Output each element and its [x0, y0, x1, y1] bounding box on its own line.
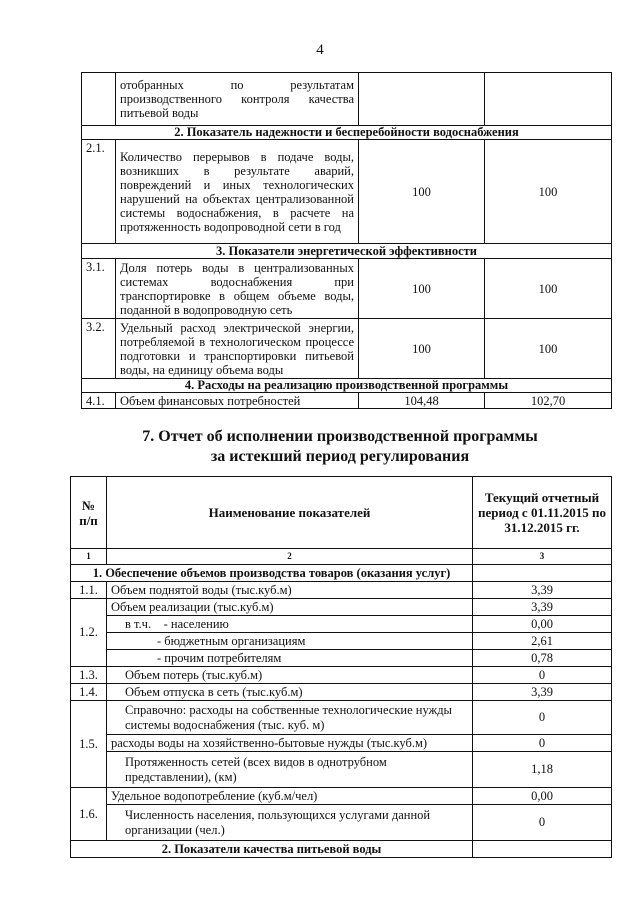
row-value-1: 100	[359, 319, 485, 379]
row-description: - прочим потребителям	[107, 650, 473, 667]
row-number: 2.1.	[82, 140, 116, 244]
row-description: Объем поднятой воды (тыс.куб.м)	[107, 582, 473, 599]
index-cell: 2	[107, 549, 473, 565]
section-title: 1. Обеспечение объемов производства товаров (оказания услуг)	[71, 565, 473, 582]
row-value: 3,39	[473, 599, 612, 616]
index-row	[71, 549, 612, 565]
row-value-1: 100	[359, 259, 485, 319]
row-value: 0	[473, 667, 612, 684]
table-row	[82, 319, 612, 379]
row-description: - бюджетным организациям	[107, 633, 473, 650]
row-number: 1.6.	[71, 788, 107, 841]
row-description: Удельное водопотребление (куб.м/чел)	[107, 788, 473, 805]
row-value-1	[359, 73, 485, 126]
row-description: в т.ч. - населению	[107, 616, 473, 633]
row-number: 1.2.	[71, 599, 107, 667]
table-row	[71, 616, 612, 633]
header-name: Наименование показателей	[107, 477, 473, 549]
header-period: Текущий отчетный период с 01.11.2015 по 31.12.2015 гг.	[473, 477, 612, 549]
row-description: отобранных по результатам производственного контроля качества питьевой воды	[116, 73, 359, 126]
header-row	[71, 477, 612, 549]
table-row	[82, 393, 612, 409]
row-value-1: 100	[359, 140, 485, 244]
section-title: 3. Показатели энергетической эффективности	[82, 244, 612, 259]
row-value-2: 100	[485, 140, 612, 244]
table-row	[71, 752, 612, 788]
section-title: 2. Показатели качества питьевой воды	[71, 841, 473, 858]
section-row	[82, 126, 612, 140]
table-row	[71, 684, 612, 701]
row-value-2	[485, 73, 612, 126]
table-row	[71, 599, 612, 616]
header-number: № п/п	[71, 477, 107, 549]
section-title: 2. Показатель надежности и бесперебойности водоснабжения	[82, 126, 612, 140]
row-number: 1.1.	[71, 582, 107, 599]
index-cell: 1	[71, 549, 107, 565]
row-value-1: 104,48	[359, 393, 485, 409]
row-description: Объем финансовых потребностей	[116, 393, 359, 409]
row-description: Численность населения, пользующихся услугами данной организации (чел.)	[107, 805, 473, 841]
section-row	[82, 244, 612, 259]
heading-line-1: 7. Отчет об исполнении производственной программы	[142, 428, 538, 445]
section-row	[71, 841, 612, 858]
section-heading	[0, 427, 640, 467]
section-title: 4. Расходы на реализацию производственной программы	[82, 379, 612, 393]
row-number: 3.1.	[82, 259, 116, 319]
table-row	[71, 735, 612, 752]
table-row	[71, 582, 612, 599]
row-description: Объем отпуска в сеть (тыс.куб.м)	[107, 684, 473, 701]
table-row	[82, 73, 612, 126]
row-value: 3,39	[473, 582, 612, 599]
row-description: расходы воды на хозяйственно-бытовые нужды (тыс.куб.м)	[107, 735, 473, 752]
row-description: Объем реализации (тыс.куб.м)	[107, 599, 473, 616]
report-table	[70, 476, 612, 858]
row-value: 0	[473, 701, 612, 735]
row-value: 0	[473, 805, 612, 841]
empty-cell	[473, 841, 612, 858]
table-row	[71, 633, 612, 650]
section-row	[71, 565, 612, 582]
row-number: 3.2.	[82, 319, 116, 379]
heading-line-2: за истекший период регулирования	[210, 448, 470, 465]
row-value: 1,18	[473, 752, 612, 788]
row-description: Протяженность сетей (всех видов в однотрубном представлении), (км)	[107, 752, 473, 788]
row-value: 2,61	[473, 633, 612, 650]
table-row	[71, 650, 612, 667]
table-row	[82, 259, 612, 319]
row-number: 1.3.	[71, 667, 107, 684]
index-cell: 3	[473, 549, 612, 565]
row-value-2: 100	[485, 319, 612, 379]
table-row	[71, 788, 612, 805]
page-number: 4	[316, 42, 324, 58]
row-number: 1.5.	[71, 701, 107, 788]
empty-cell	[473, 565, 612, 582]
row-value: 0,00	[473, 616, 612, 633]
section-row	[82, 379, 612, 393]
row-value-2: 102,70	[485, 393, 612, 409]
row-number	[82, 73, 116, 126]
row-value: 0,78	[473, 650, 612, 667]
row-description: Доля потерь воды в централизованных системах водоснабжения при транспортировке в общем объеме воды, поданной в водопроводную сеть	[116, 259, 359, 319]
table-row	[82, 140, 612, 244]
row-value: 0,00	[473, 788, 612, 805]
table-row	[71, 667, 612, 684]
row-value: 3,39	[473, 684, 612, 701]
row-value: 0	[473, 735, 612, 752]
table-row	[71, 701, 612, 735]
row-number: 1.4.	[71, 684, 107, 701]
table-row	[71, 805, 612, 841]
row-description: Количество перерывов в подаче воды, возникших в результате аварий, повреждений и иных технологических нарушений на объектах централизованной системы водоснабжения, в расчете на протяженность водопроводной сети в год	[116, 140, 359, 244]
row-description: Объем потерь (тыс.куб.м)	[107, 667, 473, 684]
row-description: Справочно: расходы на собственные технологические нужды системы водоснабжения (тыс. куб. м)	[107, 701, 473, 735]
indicators-table	[81, 72, 612, 409]
row-value-2: 100	[485, 259, 612, 319]
row-number: 4.1.	[82, 393, 116, 409]
row-description: Удельный расход электрической энергии, потребляемой в технологическом процессе подготовки и транспортировки питьевой воды, на единицу объема воды	[116, 319, 359, 379]
